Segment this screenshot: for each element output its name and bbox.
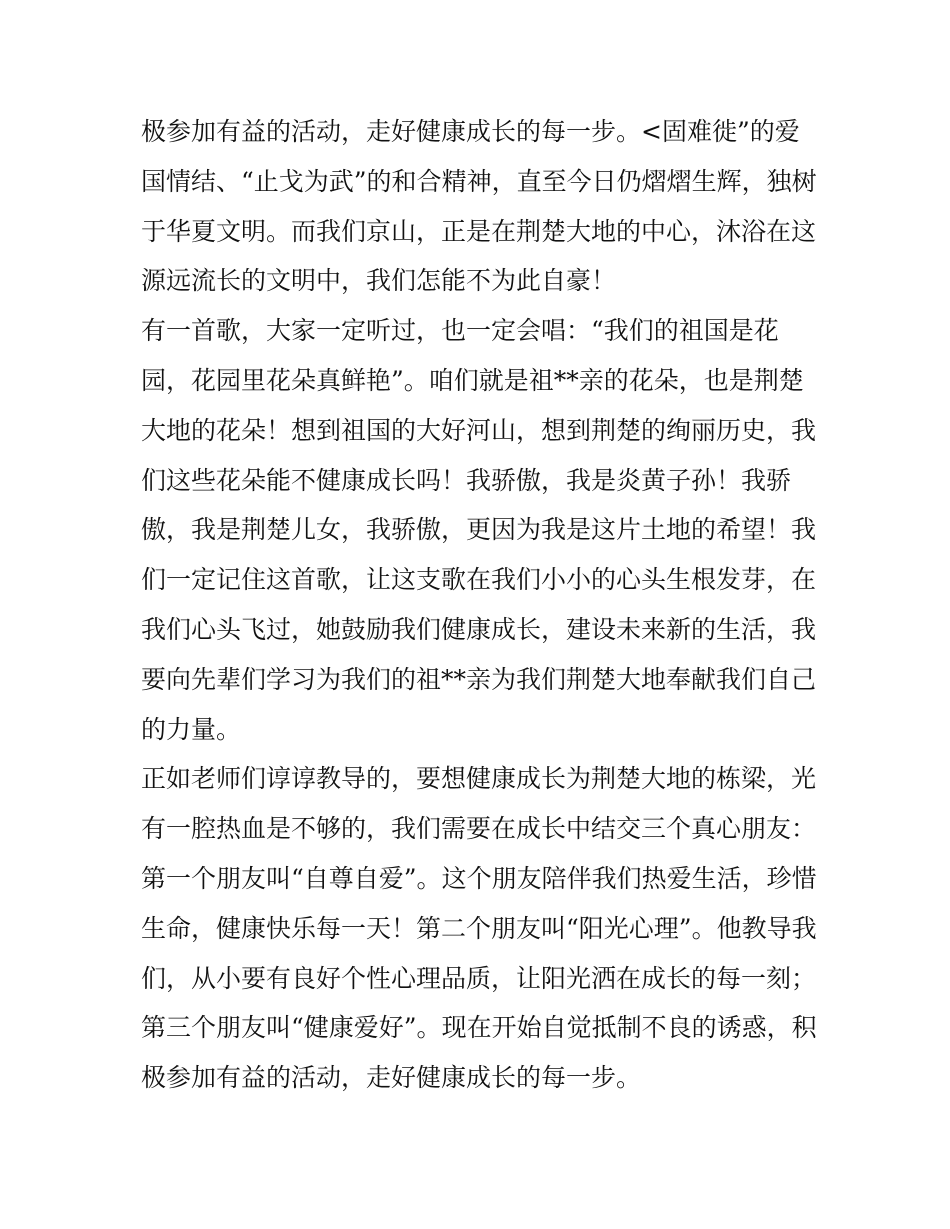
- text-line: 国情结、“止戈为武”的和合精神，直至今日仍熠熠生辉，独树: [141, 166, 817, 196]
- text-line: 于华夏文明。而我们京山，正是在荆楚大地的中心，沐浴在这: [141, 216, 817, 246]
- text-line: 傲，我是荆楚儿女，我骄傲，更因为我是这片土地的希望！我: [141, 515, 817, 545]
- text-line: 园，花园里花朵真鲜艳”。咱们就是祖**亲的花朵，也是荆楚: [141, 365, 804, 395]
- text-line: 的力量。: [141, 714, 242, 744]
- text-line: 们，从小要有良好个性心理品质，让阳光洒在成长的每一刻；: [141, 963, 817, 993]
- text-line: 极参加有益的活动，走好健康成长的每一步。<固难徙”的爱: [141, 117, 800, 146]
- text-line: 要向先辈们学习为我们的祖**亲为我们荆楚大地奉献我们自己: [141, 664, 817, 694]
- text-line: 第一个朋友叫“自尊自爱”。这个朋友陪伴我们热爱生活，珍惜: [141, 863, 817, 893]
- text-line: 正如老师们谆谆教导的，要想健康成长为荆楚大地的栋梁，光: [141, 764, 817, 794]
- text-line: 极参加有益的活动，走好健康成长的每一步。: [141, 1063, 642, 1093]
- text-line: 第三个朋友叫“健康爱好”。现在开始自觉抵制不良的诱惑，积: [141, 1013, 817, 1043]
- text-line: 大地的花朵！想到祖国的大好河山，想到荆楚的绚丽历史，我: [141, 415, 817, 445]
- document-page: [141, 107, 816, 1103]
- text-line: 有一腔热血是不够的，我们需要在成长中结交三个真心朋友：: [141, 814, 817, 844]
- text-line: 源远流长的文明中，我们怎能不为此自豪！: [141, 266, 617, 296]
- text-line: 我们心头飞过，她鼓励我们健康成长，建设未来新的生活，我: [141, 614, 817, 644]
- text-line: 们一定记住这首歌，让这支歌在我们小小的心头生根发芽，在: [141, 565, 817, 595]
- text-line: 们这些花朵能不健康成长吗！我骄傲，我是炎黄子孙！我骄: [141, 465, 792, 495]
- text-line: 有一首歌，大家一定听过，也一定会唱：“我们的祖国是花: [141, 316, 779, 346]
- text-line: 生命，健康快乐每一天！第二个朋友叫“阳光心理”。他教导我: [141, 913, 817, 943]
